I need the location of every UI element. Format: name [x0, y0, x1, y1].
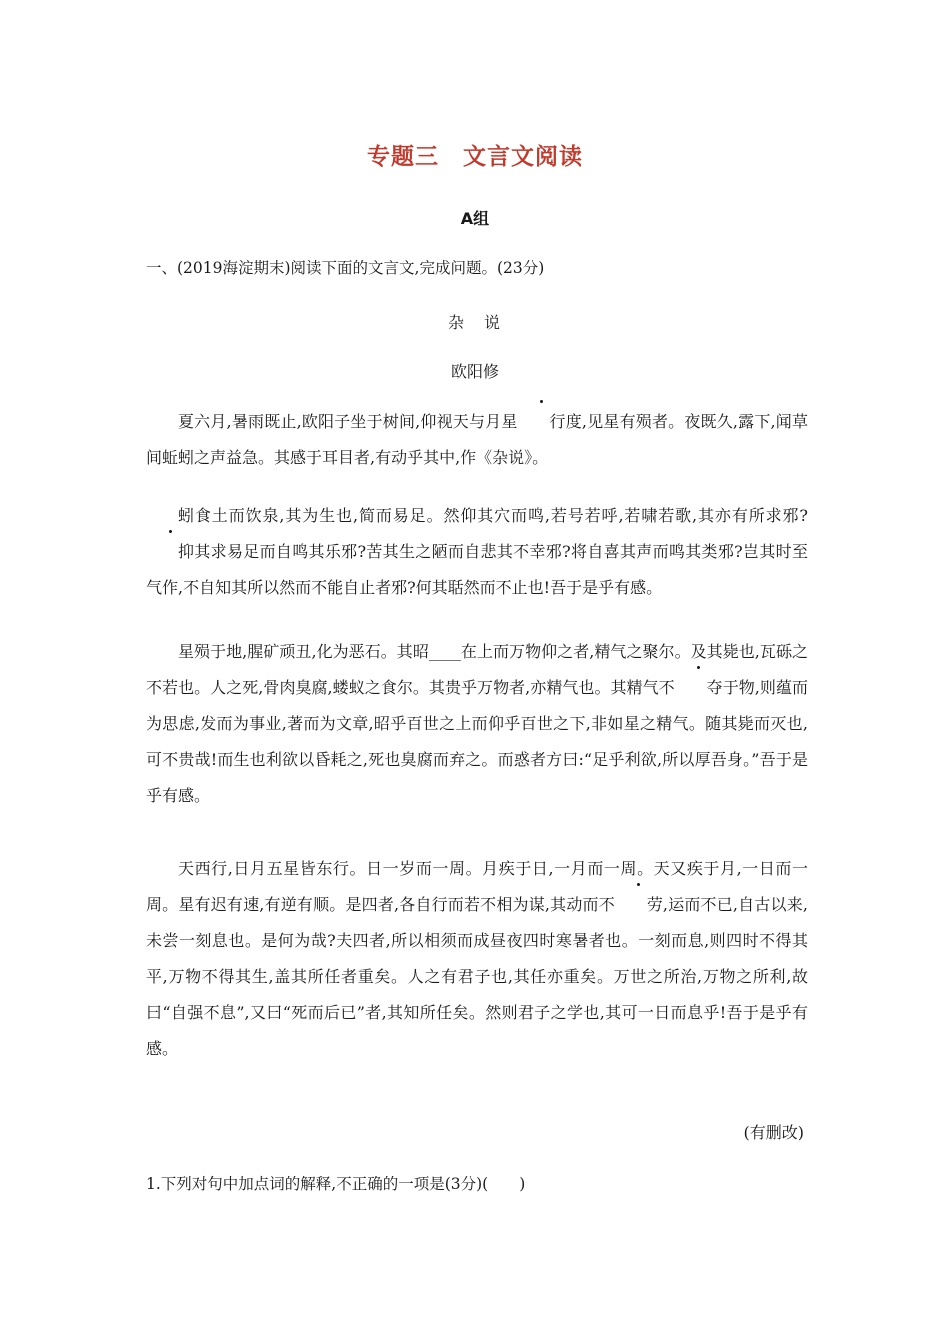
question-1: 1.下列对句中加点词的解释,不正确的一项是(3分)( ) [146, 1175, 526, 1193]
paragraph-text: 于物,则蕴而为思虑,发而为事业,著而为文章,昭乎百世之上而仰乎百世之下,非如星之精气。随其毙而灭也,可不贵哉!而生也利欲以昏耗之,死也臭腐而弃之。而惑者方曰:“足乎利欲,所以厚吾身。”吾于是乎有感。 [146, 678, 808, 805]
page-title: 专题三 文言文阅读 [367, 144, 583, 170]
dotted-word: 夺 [675, 670, 723, 706]
question-intro: 一、(2019海淀期末)阅读下面的文言文,完成问题。(23分) [146, 259, 545, 277]
paragraph-text: 星殒于地,腥矿顽丑,化为恶石。其昭 [178, 642, 429, 661]
dotted-word: 劳 [615, 887, 663, 923]
essay-paragraph-1 [146, 404, 808, 476]
essay-title: 杂 说 [447, 313, 502, 332]
blank-line: ____ [428, 642, 461, 661]
essay-paragraph-2 [146, 498, 808, 606]
source-note: (有删改) [743, 1123, 804, 1142]
group-title: A组 [460, 209, 490, 228]
paragraph-text: 蚓食土而饮泉,其为生也,简而易足。然仰其穴而鸣,若号若呼,若啸若歌,其亦有所求邪? [178, 506, 808, 525]
essay-paragraph-4 [146, 851, 808, 1067]
paragraph-text: 度,见星有殒者。夜既久,露下,闻草间蚯蚓之声益急。其感于耳目者,有动乎其中,作《杂说》。 [146, 412, 808, 467]
essay-author: 欧阳修 [450, 362, 499, 381]
paragraph-text: 夏六月,暑雨既止,欧阳子坐于树间,仰视天与月星 [178, 412, 518, 431]
essay-paragraph-3 [146, 634, 808, 814]
paragraph-text: 其求易足而自鸣其乐邪?苦其生之陋而自悲其不幸邪?将自喜其声而鸣其类邪?岂其时至气作,不自知其所以然而不能自止者邪?何其聒然而不止也!吾于是乎有感。 [146, 542, 808, 597]
dotted-word: 抑 [146, 534, 194, 570]
paragraph-text: ,运而不已,自古以来,未尝一刻息也。是何为哉?夫四者,所以相须而成昼夜四时寒暑者也。一刻而息,则四时不得其平,万物不得其生,盖其所任者重矣。人之有君子也,其任亦重矣。万世之所治,万物之所利,故曰“自强不息”,又曰“死而后已”者,其知所任矣。然则君子之学也,其可一日而息乎!吾于是乎有感。 [146, 895, 808, 1058]
paragraph-text: 天西行,日月五星皆东行。日一岁而一周。月疾于日,一月而一周。天又疾于月,一日而一周。星有迟有速,有逆有顺。是四者,各自行而若不相为谋,其动而不 [146, 859, 808, 914]
dotted-word: 行 [518, 404, 566, 440]
paragraph-text: 在上而万物仰之者,精气之聚尔。及其毙也,瓦砾之不若也。人之死,骨肉臭腐,蝼蚁之食尔。其贵乎万物者,亦精气也。其精气不 [146, 642, 808, 697]
